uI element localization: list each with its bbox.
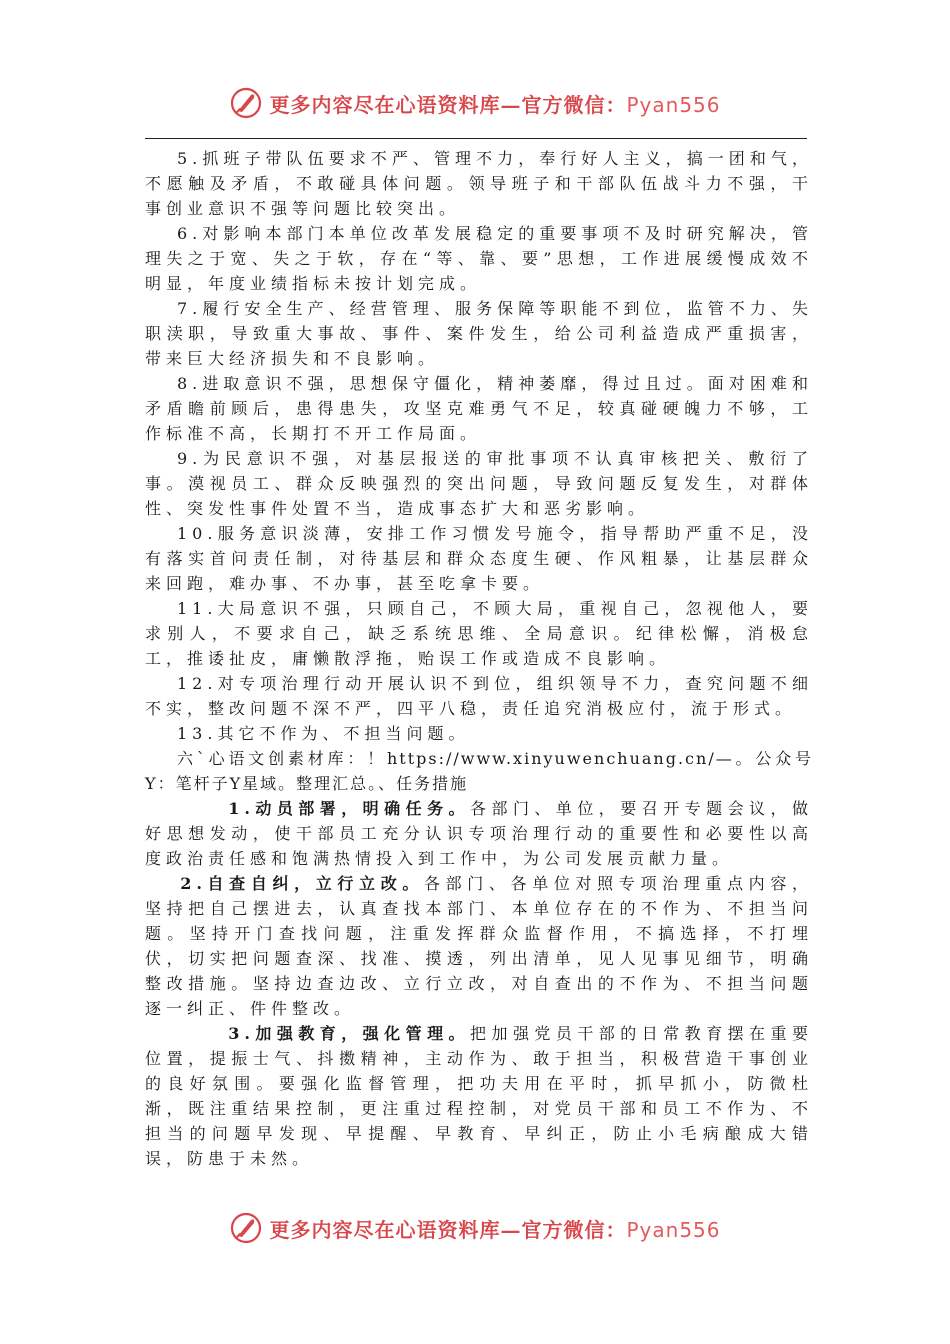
- header-rule: [145, 138, 807, 139]
- footer-banner: [0, 1208, 950, 1248]
- quill-logo-icon: [229, 86, 263, 120]
- measure-1-body: 各部门、单位，要召开专题会议，做好思想发动，使干部员工充分认识专项治理行动的重要性和必要性以高度政治责任感和饱满热情投入到工作中，为公司发展贡献力量。: [145, 799, 813, 868]
- paragraph-11: 11.大局意识不强，只顾自己，不顾大局，重视自己，忽视他人，要求别人，不要求自己，缺乏系统思维、全局意识。纪律松懈，消极怠工，推诿扯皮，庸懒散浮拖，贻误工作或造成不良影响。: [145, 599, 813, 668]
- paragraph-7: 7.履行安全生产、经营管理、服务保障等职能不到位，监管不力、失职渎职，导致重大事故、事件、案件发生，给公司利益造成严重损害，带来巨大经济损失和不良影响。: [145, 299, 813, 368]
- header-banner-text: 更多内容尽在心语资料库—官方微信：Pyan556: [269, 92, 721, 117]
- section-heading: 六`心语文创素材库：！https://www.xinyuwenchuang.cn/—。公众号Y：笔杆子Y星域。整理汇总。、任务措施: [145, 749, 813, 793]
- measure-2: [145, 871, 813, 1021]
- footer-banner-text: 更多内容尽在心语资料库—官方微信：Pyan556: [269, 1217, 721, 1242]
- document-body: [145, 146, 813, 1171]
- measure-2-body: 各部门、各单位对照专项治理重点内容，坚持把自己摆进去，认真查找本部门、本单位存在的不作为、不担当问题。坚持开门查找问题，注重发挥群众监督作用，不搞选择，不打埋伏，切实把问题查深、找准、摸透，列出清单，见人见事见细节，明确整改措施。坚持边查边改、立行立改，对自查出的不作为、不担当问题逐一纠正、件件整改。: [145, 874, 813, 1018]
- quill-logo-icon: [229, 1211, 263, 1245]
- measure-3-heading: 3.加强教育，强化管理。: [228, 1024, 471, 1043]
- measure-3-body: 把加强党员干部的日常教育摆在重要位置，提振士气、抖擞精神，主动作为、敢于担当，积极营造干事创业的良好氛围。要强化监督管理，把功夫用在平时，抓早抓小，防微杜渐，既注重结果控制，更注重过程控制，对党员干部和员工不作为、不担当的问题早发现、早提醒、早教育、早纠正，防止小毛病酿成大错误，防患于未然。: [145, 1024, 813, 1168]
- paragraph-8: 8.进取意识不强，思想保守僵化，精神萎靡，得过且过。面对困难和矛盾瞻前顾后，患得患失，攻坚克难勇气不足，较真碰硬魄力不够，工作标准不高，长期打不开工作局面。: [145, 374, 813, 443]
- paragraph-5: 5.抓班子带队伍要求不严、管理不力，奉行好人主义，搞一团和气，不愿触及矛盾，不敢碰具体问题。领导班子和干部队伍战斗力不强，干事创业意识不强等问题比较突出。: [145, 149, 813, 218]
- measure-2-heading: 2.自查自纠，立行立改。: [180, 874, 424, 893]
- paragraph-6: 6.对影响本部门本单位改革发展稳定的重要事项不及时研究解决，管理失之于宽、失之于软，存在“等、靠、要”思想，工作进展缓慢成效不明显，年度业绩指标未按计划完成。: [145, 224, 813, 293]
- header-banner: [0, 83, 950, 123]
- paragraph-12: 12.对专项治理行动开展认识不到位，组织领导不力，查究问题不细不实，整改问题不深不严，四平八稳，责任追究消极应付，流于形式。: [145, 674, 813, 718]
- paragraph-9: 9.为民意识不强，对基层报送的审批事项不认真审核把关、敷衍了事。漠视员工、群众反映强烈的突出问题，导致问题反复发生，对群体性、突发性事件处置不当，造成事态扩大和恶劣影响。: [145, 449, 813, 518]
- paragraph-13: 13.其它不作为、不担当问题。: [177, 724, 470, 743]
- measure-1: [145, 796, 813, 871]
- measure-1-heading: 1.动员部署，明确任务。: [228, 799, 471, 818]
- paragraph-10: 10.服务意识淡薄，安排工作习惯发号施令，指导帮助严重不足，没有落实首问责任制，对待基层和群众态度生硬、作风粗暴，让基层群众来回跑，难办事、不办事，甚至吃拿卡要。: [145, 524, 813, 593]
- measure-3: [145, 1021, 813, 1171]
